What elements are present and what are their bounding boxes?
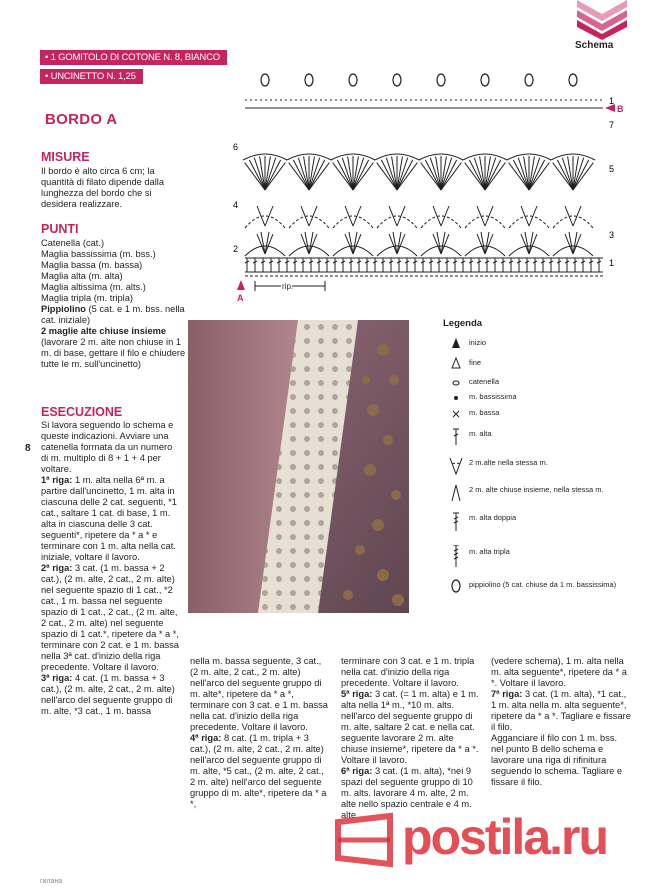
page-title: BORDO A bbox=[45, 111, 118, 128]
start-arrow-icon bbox=[237, 280, 245, 290]
triple-icon bbox=[445, 545, 467, 569]
column-3 bbox=[341, 656, 481, 821]
legend-item-label: fine bbox=[469, 358, 482, 367]
page-number: 8 bbox=[25, 443, 31, 454]
watermark: postila.ru bbox=[402, 809, 608, 865]
pippiolino-desc: (5 cat. e 1 m. bss. nella cat. iniziale) bbox=[41, 304, 185, 325]
legend-item-label: m. bassissima bbox=[469, 392, 517, 401]
col4-text: (vedere schema), 1 m. alta nella m. alta seguente*, ripetere da * a *. Voltare il lavoro. bbox=[491, 656, 627, 688]
riga5-label: 5ª riga: bbox=[341, 689, 373, 699]
riga1-text: 1 m. alta nella 6ª m. a partire dall'uncinetto, 1 m. alta in ciascuna delle 2 cat. seguenti, *1 cat., saltare 1 cat. di base, 1 m. alta in ciascuna delle 3 cat. seguenti*, ripetere da * a * e terminare con 1 m. alta nella cat. iniziale, voltare il lavoro. bbox=[41, 475, 177, 562]
legend-item-label: catenella bbox=[469, 377, 500, 386]
footer-site: гилана bbox=[40, 878, 63, 885]
picot-icon bbox=[445, 578, 467, 602]
esecuzione-intro: Si lavora seguendo lo schema e queste indicazioni. Avviare una catenella formata da un numero di m. multiplo di 8 + 1 + 4 per voltare. bbox=[41, 420, 174, 474]
material-yarn: • 1 GOMITOLO DI COTONE N. 8, BIANCO bbox=[40, 50, 227, 65]
schema-label: Schema bbox=[575, 40, 614, 51]
punti-line: Maglia altissima (m. alts.) bbox=[41, 282, 146, 292]
crochet-diagram bbox=[225, 68, 630, 308]
punti-line: Maglia bassissima (m. bss.) bbox=[41, 249, 156, 259]
picot-icon bbox=[305, 74, 313, 86]
legend-item-label: 2 m. alte chiuse insieme, nella stessa m. bbox=[469, 485, 604, 494]
column-2 bbox=[190, 656, 330, 810]
chiuse-term: 2 maglie alte chiuse insieme bbox=[41, 326, 167, 336]
riga1-label: 1ª riga: bbox=[41, 475, 73, 485]
riga4-text: 8 cat. (1 m. tripla + 3 cat.), (2 m. alte, 2 cat., 2 m. alte) nell'arco del seguente gruppo di m. alte, *5 cat., (2 m. alte, 2 cat., 2 m. alte) nell'arco del seguente gruppo di m. alte*, ripetere da * a *, bbox=[190, 733, 327, 809]
legend-item-label: pippiolino (5 cat. chiuse da 1 m. bassissima) bbox=[469, 580, 617, 589]
picot-icon bbox=[261, 74, 269, 86]
pippiolino-def bbox=[41, 304, 186, 326]
legend-item-label: 2 m.alte nella stessa m. bbox=[469, 458, 548, 467]
material-hook: • UNCINETTO N. 1,25 bbox=[40, 69, 143, 84]
marker-b: B bbox=[617, 104, 624, 114]
picot-icon bbox=[569, 74, 577, 86]
column-4 bbox=[491, 656, 631, 788]
row-number-3: 3 bbox=[609, 230, 615, 240]
legend-title: Legenda bbox=[443, 318, 483, 329]
chevron-decoration-icon bbox=[573, 0, 631, 40]
column-1 bbox=[41, 420, 180, 717]
riga5-text: 3 cat. (= 1 m. alta) e 1 m. alta nella 1ª m., *10 m. alts. nell'arco del seguente gruppo di m. alte, saltare 2 cat. e nella cat. seguente lavorare 2 m. alte chiuse insieme*, ripetere da * a *. Voltare il lavoro. bbox=[341, 689, 479, 765]
riga6-text: 3 cat. (1 m. alta), *nei 9 spazi del seguente gruppo di 10 m. alts. lavorare 4 m. alte, 2 m. alte nello spazio centrale e 4 m. alte bbox=[341, 766, 473, 820]
chiuse-def bbox=[41, 326, 186, 370]
col4-end: Agganciare il filo con 1 m. bss. nel punto B dello schema e lavorare una riga di rifinitura seguendo lo schema. Tagliare e fissare il filo. bbox=[491, 733, 623, 787]
watermark-logo-icon bbox=[330, 812, 398, 868]
picot-icon bbox=[349, 74, 357, 86]
picot-icon bbox=[437, 74, 445, 86]
marker-a: A bbox=[237, 293, 244, 303]
misure-text: Il bordo è alto circa 6 cm; la quantità di filato dipende dalla lunghezza del bordo che si desidera realizzare. bbox=[41, 166, 165, 209]
riga7-label: 7ª riga: bbox=[491, 689, 523, 699]
row-number-7: 7 bbox=[609, 120, 615, 130]
punti-line: Maglia alta (m. alta) bbox=[41, 271, 123, 281]
legend-item-label: m. alta bbox=[469, 429, 492, 438]
picot-icon bbox=[393, 74, 401, 86]
lace-photo bbox=[188, 320, 409, 613]
row-number-5: 5 bbox=[609, 164, 615, 174]
row-number-1: 1 bbox=[609, 258, 615, 268]
punti-line: Catenella (cat.) bbox=[41, 238, 105, 248]
v-stitch-icon bbox=[445, 456, 467, 480]
legend-item-label: m. alta doppia bbox=[469, 513, 517, 522]
repeat-label: rip. bbox=[282, 282, 294, 291]
riga2-label: 2ª riga: bbox=[41, 563, 73, 573]
col2-text: nella m. bassa seguente, 3 cat., (2 m. alte, 2 cat., 2 m. alte) nell'arco del seguente gruppo di m. alte*, ripetere da * a *, terminare con 3 cat. e 1 m. bassa nella cat. d'inizio della riga precedente. Voltare il lavoro. bbox=[190, 656, 328, 732]
riga3-label: 3ª riga: bbox=[41, 673, 73, 683]
legend-item-label: inizio bbox=[469, 338, 487, 347]
punti-heading: PUNTI bbox=[41, 222, 79, 236]
riga3-text: 4 cat. (1 m. bassa + 3 cat.), (2 m. alte, 2 cat., 2 m. alte) nell'arco del seguente gruppo di m. alte, *3 cat., 1 m. bassa bbox=[41, 673, 175, 716]
picot-icon bbox=[525, 74, 533, 86]
legend-item-label: m. bassa bbox=[469, 408, 500, 417]
row-number-right-1: 1 bbox=[609, 96, 615, 106]
row-number-6: 6 bbox=[233, 142, 239, 152]
riga4-label: 4ª riga: bbox=[190, 733, 222, 743]
row-number-4: 4 bbox=[233, 200, 239, 210]
punti-line: Maglia bassa (m. bassa) bbox=[41, 260, 143, 270]
punti-list bbox=[41, 238, 186, 370]
treble-icon bbox=[445, 511, 467, 535]
misure-heading: MISURE bbox=[41, 150, 90, 164]
cluster-icon bbox=[445, 483, 467, 507]
picot-icon bbox=[481, 74, 489, 86]
col3-text: terminare con 3 cat. e 1 m. tripla nella cat. d'inizio della riga precedente. Voltare il lavoro. bbox=[341, 656, 475, 688]
riga2-text: 3 cat. (1 m. bassa + 2 cat.), (2 m. alte, 2 cat., 2 m. alte) nel seguente spazio di 1 cat., *2 cat., 1 m. bassa nel seguente spazio di 1 cat., 2 cat., (2 m. alte, 2 cat., 2 m. alte) nel seguente spazio di 1 cat.*, ripetere da * a *, terminare con 2 cat. e 1 m. bassa nella 3ª cat. d'inizio della riga precedente. Voltare il lavoro. bbox=[41, 563, 179, 672]
pippiolino-term: Pippiolino bbox=[41, 304, 86, 314]
double-crochet-icon bbox=[445, 427, 467, 451]
chiuse-desc: (lavorare 2 m. alte non chiuse in 1 m. di base, gettare il filo e chiudere tutte le m. sull'uncinetto) bbox=[41, 337, 186, 369]
row-number-2: 2 bbox=[233, 244, 239, 254]
riga7-text: 3 cat. (1 m. alta), *1 cat., 1 m. alta nella m. alta seguente*, ripetere da * a *. Tagliare e fissare il filo. bbox=[491, 689, 631, 732]
esecuzione-heading: ESECUZIONE bbox=[41, 405, 123, 419]
riga6-label: 6ª riga: bbox=[341, 766, 373, 776]
punti-line: Maglia tripla (m. tripla) bbox=[41, 293, 133, 303]
legend-item-label: m. alta tripla bbox=[469, 547, 510, 556]
